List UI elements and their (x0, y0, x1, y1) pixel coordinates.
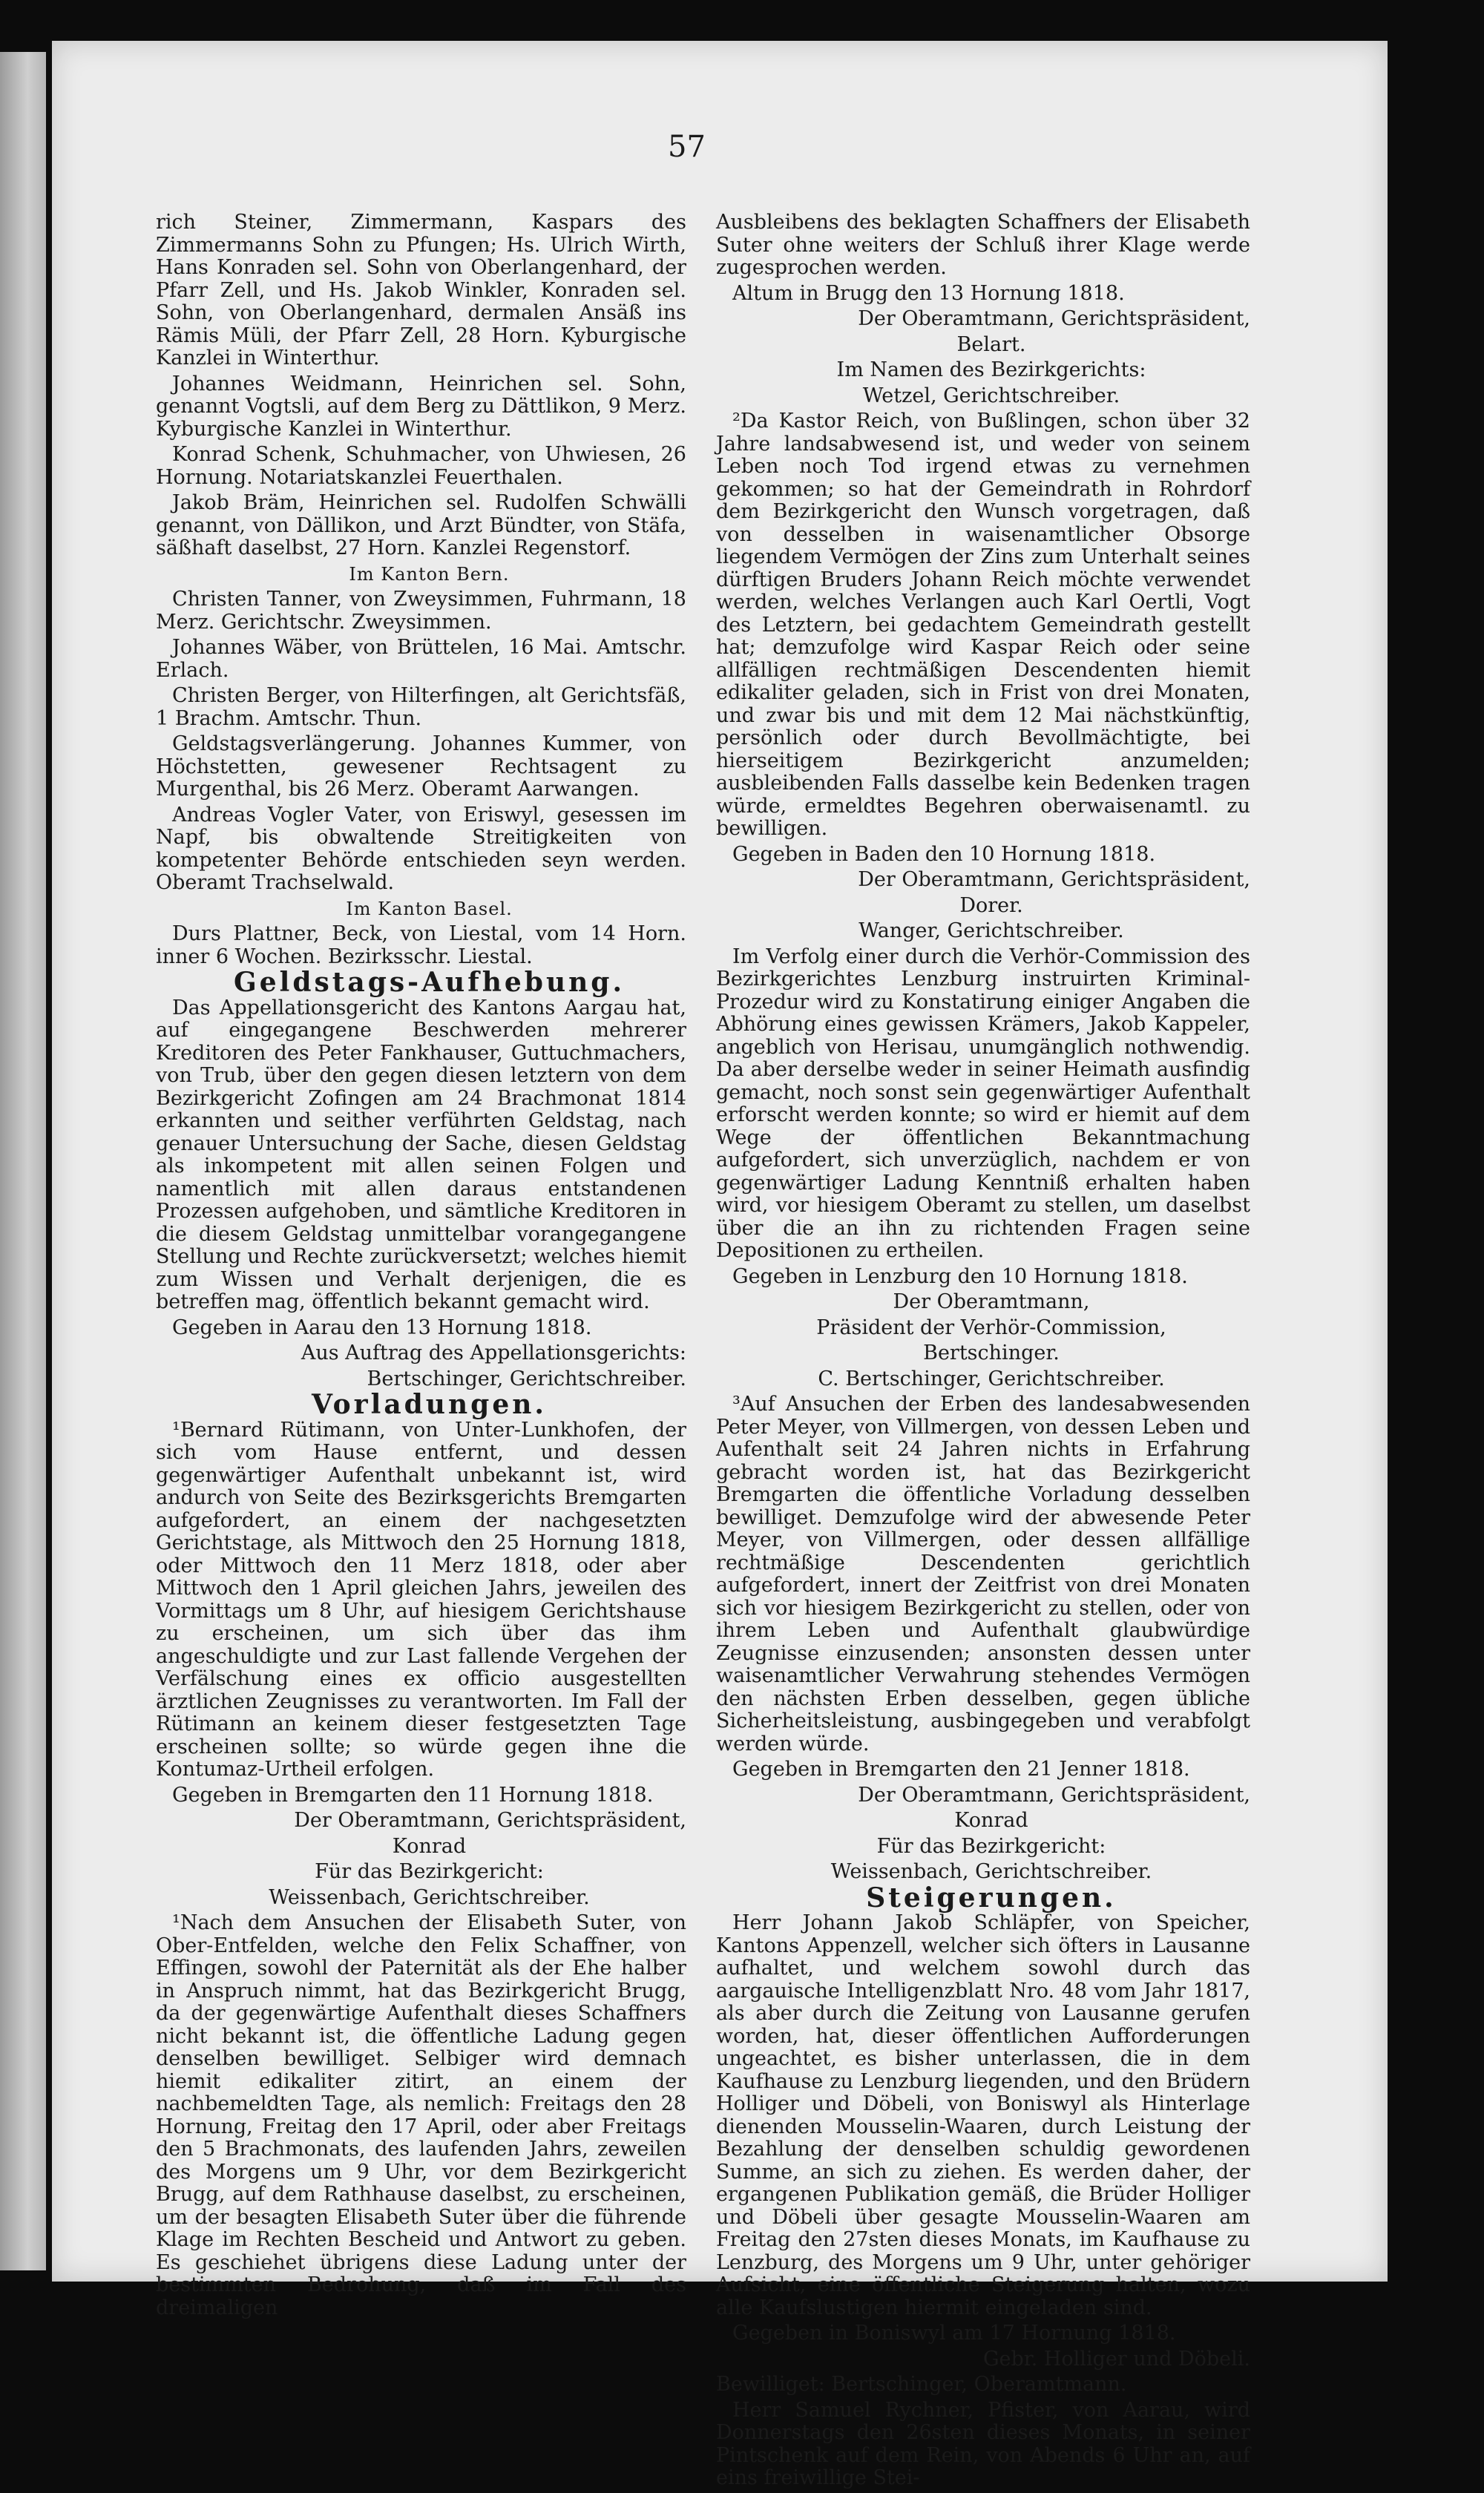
section-kanton-basel: Im Kanton Basel. (346, 898, 513, 919)
notice-weidmann: Johannes Weidmann, Heinrichen sel. Sohn, genannt Vogtsli, auf dem Berg zu Dättlikon, 9 Merz. Kyburgische Kanzlei in Winterthur. (156, 372, 686, 441)
signature-line: Der Oberamtmann, (893, 1290, 1090, 1313)
notice-braem: Jakob Bräm, Heinrichen sel. Rudolfen Schwälli genannt, von Dällikon, und Arzt Bündter, von Stäfa, säßhaft daselbst, 27 Horn. Kanzlei Regenstorf. (156, 491, 686, 559)
notice-steiner: rich Steiner, Zimmermann, Kaspars des Zimmermanns Sohn zu Pfungen; Hs. Ulrich Wirth, Hans Konraden sel. Sohn von Oberlangenhard, der Pfarr Zell, und Hs. Jakob Winkler, Konraden sel. Sohn, von Oberlangenhard, dermalen Ansäß ins Rämis Müli, der Pfarr Zell, 28 Horn. Kyburgische Kanzlei in Winterthur. (156, 211, 686, 369)
notice-date-brugg: Altum in Brugg den 13 Hornung 1818. (732, 281, 1125, 305)
signature-line: Weissenbach, Gerichtschreiber. (269, 1885, 590, 1909)
signature-line: Konrad (392, 1834, 467, 1858)
signature-line: Gebr. Holliger und Döbeli. (982, 2347, 1250, 2371)
notice-reich: ²Da Kastor Reich, von Bußlingen, schon über 32 Jahre landsabwesend ist, und weder von seinem Leben noch Tod irgend etwas zu vernehmen gekommen; so hat der Gemeindrath in Rohrdorf dem Bezirkgericht den Wunsch vorgetragen, daß von desselben in waisenamtlicher Obsorge liegendem Vermögen der Zins zum Unterhalt seines dürftigen Bruders Johann Reich möchte verwendet werden, welches Verlangen auch Karl Oertli, Vogt des Letztern, bei gedachtem Gemeindrath gestellt hat; demzufolge wird Kaspar Reich oder seine allfälligen rechtmäßigen Descendenten hiemit edikaliter geladen, sich in Frist von drei Monaten, und zwar bis und mit dem 12 Mai nächstkünftig, persönlich oder durch Bevollmächtigte, bei hierseitigem Bezirkgericht anzumelden; ausbleibenden Falls dasselbe kein Bedenken tragen würde, ermeldtes Begehren oberwaisenamtl. zu bewilligen. (716, 410, 1250, 840)
notice-date-boniswyl: Gegeben in Boniswyl am 17 Hornung 1818. (732, 2322, 1176, 2345)
signature-line: Für das Bezirkgericht: (315, 1860, 544, 1883)
signature-line: Dorer. (959, 893, 1023, 917)
signature-line: Der Oberamtmann, Gerichtspräsident, (858, 1783, 1250, 1807)
notice-tanner: Christen Tanner, von Zweysimmen, Fuhrmann, 18 Merz. Gerichtschr. Zweysimmen. (156, 588, 686, 634)
signature-line: Aus Auftrag des Appellationsgerichts: (301, 1341, 686, 1364)
heading-steigerungen: Steigerungen. (866, 1882, 1117, 1914)
notice-vogler: Andreas Vogler Vater, von Eriswyl, gesessen im Napf, bis obwaltende Streitigkeiten von kompetenter Behörde entschieden seyn werden. Oberamt Trachselwald. (156, 803, 686, 894)
signature-line: Bewilliget: Bertschinger, Oberamtmann. (716, 2373, 1127, 2396)
left-column (156, 211, 686, 2322)
heading-geldstags-aufhebung: Geldstags-Aufhebung. (234, 967, 625, 998)
notice-berger: Christen Berger, von Hilterfingen, alt Gerichtsfäß, 1 Brachm. Amtschr. Thun. (156, 684, 686, 730)
signature-line: Konrad (954, 1809, 1028, 1832)
notice-meyer: ³Auf Ansuchen der Erben des landesabwesenden Peter Meyer, von Villmergen, von dessen Leben und Aufenthalt seit 24 Jahren nichts in Erfahrung gebracht worden ist, hat das Bezirkgericht Bremgarten die öffentliche Vorladung desselben bewilliget. Demzufolge wird der abwesende Peter Meyer, von Villmergen, oder dessen allfällige rechtmäßige Descendenten gerichtlich aufgefordert, innert der Zeitfrist von drei Monaten sich vor hiesigem Bezirkgericht zu stellen, oder von ihrem Leben und Aufenthalt glaubwürdige Zeugnisse einzusenden; ansonsten dessen unter waisenamtlicher Verwahrung stehendes Vermögen den nächsten Erben desselben, gegen übliche Sicherheitsleistung, ausbingegeben und verabfolgt werden würde. (716, 1393, 1250, 1755)
notice-date-aarau: Gegeben in Aarau den 13 Hornung 1818. (172, 1316, 592, 1339)
notice-ruetimann: ¹Bernard Rütimann, von Unter-Lunkhofen, der sich vom Hause entfernt, und dessen gegenwärtiger Aufenthalt unbekannt ist, wird andurch von Seite des Bezirksgerichts Bremgarten aufgefordert, an einem der nachgesetzten Gerichtstage, als Mittwoch den 25 Hornung 1818, oder Mittwoch den 11 Merz 1818, oder aber Mittwoch den 1 April gleichen Jahrs, jeweilen des Vormittags um 8 Uhr, auf hiesigem Gerichtshause zu erscheinen, um sich über das ihm angeschuldigte und zur Last fallende Vergehen der Verfälschung eines ex officio ausgestellten ärztlichen Zeugnisses zu verantworten. Im Fall der Rütimann an keinem dieser festgesetzten Tage erscheinen sollte; so würde gegen ihne die Kontumaz-Urtheil erfolgen. (156, 1418, 686, 1781)
notice-kummer: Geldstagsverlängerung. Johannes Kummer, von Höchstetten, gewesener Rechtsagent zu Murgenthal, bis 26 Merz. Oberamt Aarwangen. (156, 732, 686, 801)
signature-line: Der Oberamtmann, Gerichtspräsident, (858, 868, 1250, 891)
notice-date-bremgarten: Gegeben in Bremgarten den 11 Hornung 1818. (172, 1783, 654, 1807)
adjacent-page-edge (0, 52, 46, 2270)
notice-rychner: Herr Samuel Rychner, Pfister, von Aarau, wird Donnerstags den 26sten dieses Monats, in seiner Pintschenk auf dem Rein, von Abends 6 Uhr an, auf eins freiwillige Stei- (716, 2398, 1250, 2489)
signature-line: Der Oberamtmann, Gerichtspräsident, (294, 1809, 686, 1832)
notice-date-lenzburg: Gegeben in Lenzburg den 10 Hornung 1818. (732, 1264, 1188, 1288)
right-column (716, 211, 1250, 2493)
signature-line: Bertschinger, Gerichtschreiber. (367, 1367, 686, 1390)
signature-line: Bertschinger. (923, 1341, 1060, 1364)
notice-date-baden: Gegeben in Baden den 10 Hornung 1818. (732, 842, 1156, 866)
signature-line: Belart. (956, 332, 1026, 356)
heading-vorladungen: Vorladungen. (312, 1389, 547, 1420)
notice-schenk: Konrad Schenk, Schuhmacher, von Uhwiesen, 26 Hornung. Notariatskanzlei Feuerthalen. (156, 443, 686, 489)
notice-suter: ¹Nach dem Ansuchen der Elisabeth Suter, von Ober-Entfelden, welche den Felix Schaffner, von Effingen, sowohl der Paternität als der Ehe halber in Anspruch nimmt, hat das Bezirkgericht Brugg, da der gegenwärtige Aufenthalt dieses Schaffners nicht bekannt ist, die öffentliche Ladung gegen denselben bewilliget. Selbiger wird demnach hiemit edikaliter zitirt, an einem der nachbemeldten Tage, als nemlich: Freitags den 28 Hornung, Freitag den 17 April, oder aber Freitags den 5 Brachmonats, des laufenden Jahrs, zeweilen des Morgens um 9 Uhr, vor dem Bezirkgericht Brugg, auf dem Rathhause daselbst, zu erscheinen, um der besagten Elisabeth Suter über die führende Klage im Rechten Bescheid und Antwort zu geben. Es geschiehet übrigens diese Ladung unter der bestimmten Bedrohung, daß im Fall des dreimaligen (156, 1911, 686, 2319)
section-kanton-bern: Im Kanton Bern. (349, 563, 510, 585)
signature-line: Im Namen des Bezirkgerichts: (836, 358, 1146, 381)
notice-plattner: Durs Plattner, Beck, von Liestal, vom 14 Horn. inner 6 Wochen. Bezirksschr. Liestal. (156, 922, 686, 968)
signature-line: Wanger, Gerichtschreiber. (858, 919, 1124, 942)
signature-line: Für das Bezirkgericht: (876, 1834, 1106, 1858)
notice-kappeler: Im Verfolg einer durch die Verhör-Commission des Bezirkgerichtes Lenzburg instruirten Kriminal-Prozedur wird zu Konstatirung einiger Angaben die Abhörung eines gewissen Krämers, Jakob Kappeler, angeblich von Herisau, unumgänglich nothwendig. Da aber derselbe weder in seiner Heimath ausfindig gemacht, noch sonst sein gegenwärtiger Aufenthalt erforscht werden konnte; so wird er hiemit auf dem Wege der öffentlichen Bekanntmachung aufgefordert, sich unverzüglich, nachdem er von gegenwärtiger Ladung Kenntniß erhalten haben wird, vor hiesigem Oberamt zu stellen, um daselbst über die an ihn zu richtenden Fragen seine Depositionen zu ertheilen. (716, 945, 1250, 1262)
signature-line: Wetzel, Gerichtschreiber. (862, 384, 1120, 407)
notice-suter-continued: Ausbleibens des beklagten Schaffners der Elisabeth Suter ohne weiters der Schluß ihrer Klage werde zugesprochen werden. (716, 211, 1250, 279)
notice-date-bremgarten: Gegeben in Bremgarten den 21 Jenner 1818. (732, 1758, 1190, 1781)
page-number: 57 (668, 130, 706, 164)
notice-appellationsgericht: Das Appellationsgericht des Kantons Aargau hat, auf eingegangene Beschwerden mehrerer Kreditoren des Peter Fankhauser, Guttuchmachers, von Trub, über den gegen diesen letztern von dem Bezirkgericht Zofingen am 24 Brachmonat 1814 erkannten und seither verführten Geldstag, nach genauer Untersuchung der Sache, diesen Geldstag als inkompetent mit allen seinen Folgen und namentlich mit allen daraus entstandenen Prozessen aufgehoben, und sämtliche Kreditoren in die diesem Geldstag unmittelbar vorangegangene Stellung und Rechte zurückversetzt; welches hiemit zum Wissen und Verhalt derjenigen, die es betreffen mag, öffentlich bekannt gemacht wird. (156, 996, 686, 1313)
signature-line: Präsident der Verhör-Commission, (816, 1316, 1166, 1339)
signature-line: C. Bertschinger, Gerichtschreiber. (818, 1367, 1165, 1390)
notice-schlaepfer: Herr Johann Jakob Schläpfer, von Speicher, Kantons Appenzell, welcher sich öfters in Lausanne aufhaltet, und welchem sowohl durch das aargauische Intelligenzblatt Nro. 48 vom Jahr 1817, als aber durch die Zeitung von Lausanne gerufen worden, hat, dieser öffentlichen Aufforderungen ungeachtet, es bisher unterlassen, die in dem Kaufhause zu Lenzburg liegenden, und den Brüdern Holliger und Döbeli, von Boniswyl als Hinterlage dienenden Mousselin-Waaren, durch Leistung der Bezahlung der denselben schuldig gewordenen Summe, an sich zu ziehen. Es werden daher, der ergangenen Publikation gemäß, die Brüder Holliger und Döbeli über gesagte Mousselin-Waaren am Freitag den 27sten dieses Monats, im Kaufhause zu Lenzburg, des Morgens um 9 Uhr, unter gehöriger Aufsicht, eine öffentliche Steigerung halten, wozu alle Kaufslustigen hiermit eingeladen sind. (716, 1911, 1250, 2319)
signature-line: Der Oberamtmann, Gerichtspräsident, (858, 307, 1250, 330)
signature-line: Weissenbach, Gerichtschreiber. (830, 1860, 1152, 1883)
notice-waeber: Johannes Wäber, von Brüttelen, 16 Mai. Amtschr. Erlach. (156, 636, 686, 682)
